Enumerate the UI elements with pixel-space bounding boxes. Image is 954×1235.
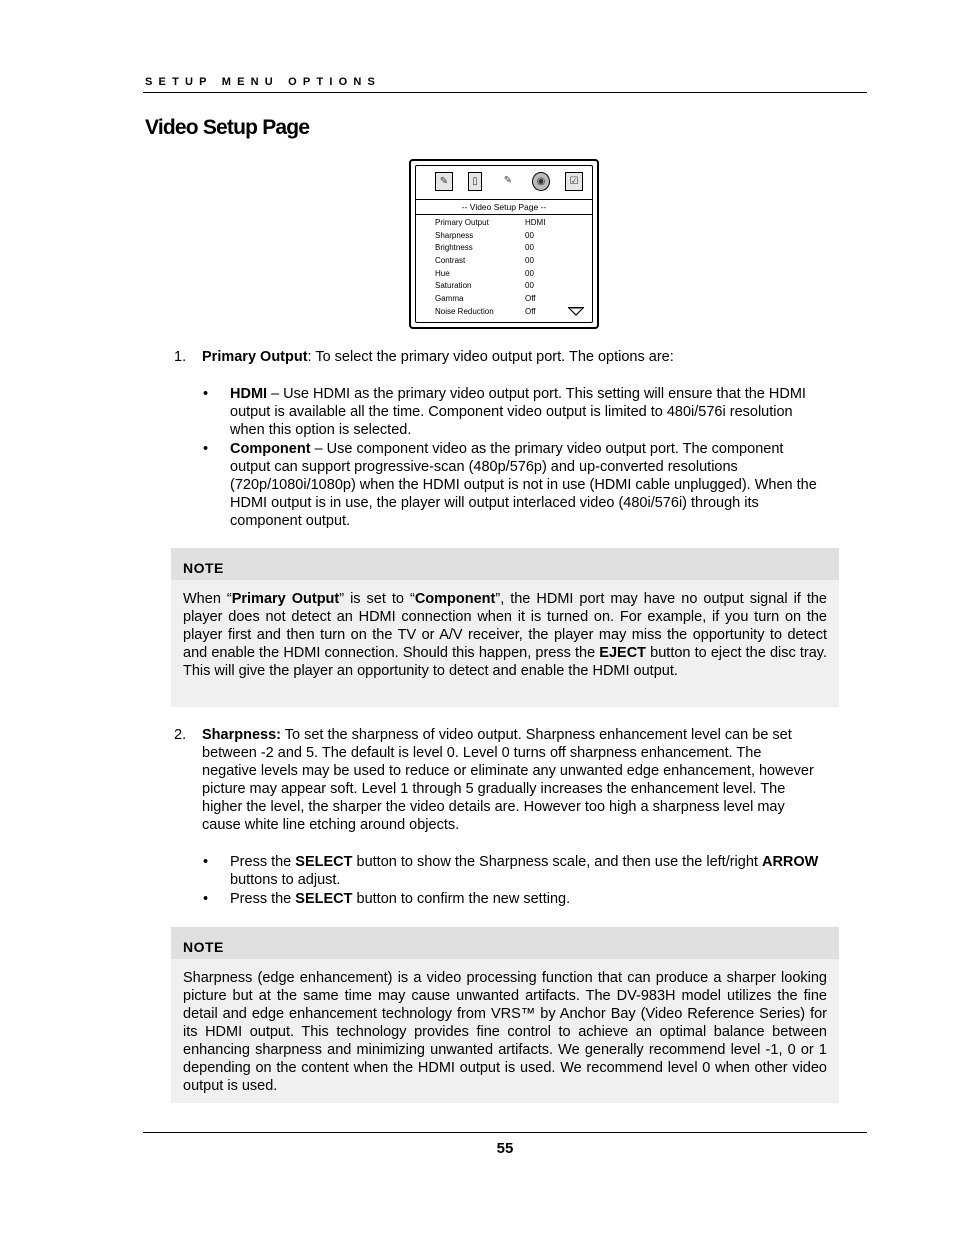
osd-row [435, 306, 575, 319]
bullet-line: when this option is selected. [230, 422, 412, 438]
osd-icon-bar [416, 166, 592, 194]
paragraph-line [202, 726, 872, 744]
disc-icon: ◉ [532, 172, 550, 191]
osd-row-value: 00 [525, 256, 534, 266]
osd-row [435, 293, 575, 306]
page-number: 55 [496, 1140, 514, 1157]
osd-row-value: HDMI [525, 218, 546, 227]
bullet-bold: SELECT [295, 891, 353, 907]
footer-rule [143, 1132, 867, 1133]
osd-row [435, 255, 575, 268]
osd-row-value: Off [525, 306, 536, 316]
osd-row-label: Brightness [435, 243, 473, 253]
list-number: 2. [174, 727, 187, 743]
bullet-line: HDMI output is in use, the player will output interlaced video (480i/576i) through its [230, 495, 759, 511]
note-text: button to eject the disc tray. This will give the player an opportunity to detect and enable the HDMI output. [183, 645, 827, 679]
palette-icon: ✎ [503, 175, 513, 186]
osd-row-value: Off [525, 294, 536, 304]
paragraph-line: higher the level, the sharper the video details are. However too high a sharpness level may [202, 799, 785, 815]
note-body: Sharpness (edge enhancement) is a video processing function that can produce a sharper looking picture but at the same time may cause unwanted artifacts. The DV-983H model utilizes the fine detail and edge enhancement technology from VRS™ by Anchor Bay (Video Reference Series) for its HDMI output. This technology provides fine control to achieve an optimal balance between enhancing sharpness and minimizing unwanted artifacts. We generally recommend level -1, 0 or 1 depending on the content when the HDMI output is used. We recommend level 0 when other video output is used. [183, 970, 827, 1094]
osd-row-value: 00 [525, 268, 534, 278]
osd-row-value: 00 [525, 281, 534, 291]
section-header: SETUP MENU OPTIONS [145, 76, 382, 88]
bullet-line [230, 440, 870, 458]
osd-row-label: Gamma [435, 294, 464, 304]
bullet-text: – Use HDMI as the primary video output port. This setting will ensure that the HDMI [267, 386, 806, 402]
bullet-dot: • [203, 891, 209, 907]
scroll-down-arrow-icon [568, 307, 584, 316]
osd-screenshot [409, 159, 599, 329]
osd-row [435, 230, 575, 243]
note-box [171, 927, 839, 1103]
note-heading: NOTE [183, 560, 224, 576]
bullet-select-confirm [230, 890, 870, 908]
note-text: ” is set to “ [339, 591, 415, 607]
bullet-dot: • [203, 854, 209, 870]
bullet-text: button to show the Sharpness scale, and then use the left/right [352, 854, 762, 870]
note-header [171, 927, 839, 959]
description: : To select the primary video output port. The options are: [307, 349, 674, 365]
bullet-line: output is available all the time. Component video output is limited to 480i/576i resolution [230, 404, 793, 420]
term: Sharpness: [202, 727, 281, 743]
osd-row [435, 242, 575, 255]
term: Primary Output [202, 349, 308, 365]
bullet-line: component output. [230, 513, 351, 529]
bullet-bold: SELECT [295, 854, 353, 870]
note-text: ”, the HDMI port may have no output signal if the player does not detect an HDMI connection when it is turned on. For example, if you turn on the player first and then turn on the TV or A/V receiver, the player may miss the opportunity to detect and enable the HDMI connection. Should this happen, press the [183, 591, 827, 661]
bullet-hdmi [230, 385, 870, 439]
osd-row-label: Saturation [435, 281, 472, 291]
osd-row [435, 280, 575, 293]
osd-panel [415, 165, 593, 323]
osd-row-label: Hue [435, 268, 450, 278]
osd-row-value: 00 [525, 230, 534, 240]
paragraph-line: negative levels may be used to reduce or eliminate any unwanted edge enhancement, however [202, 763, 814, 779]
header-rule [143, 92, 867, 93]
bullet-component [230, 440, 870, 530]
bullet-dot: • [203, 386, 209, 402]
paragraph-line: picture may appear soft. Level 1 through 5 gradually increases the enhancement level. The [202, 781, 786, 797]
osd-row [435, 217, 575, 230]
wrench-icon: ✎ [435, 172, 453, 191]
note-header [171, 548, 839, 580]
primary-output-intro [202, 348, 862, 366]
bullet-line: buttons to adjust. [230, 872, 341, 888]
bullet-dot: • [203, 441, 209, 457]
bullet-line [230, 385, 870, 403]
osd-row-label: Noise Reduction [435, 306, 494, 316]
bullet-select-adjust [230, 853, 870, 889]
note-bold: Component [414, 591, 496, 607]
bullet-bold: ARROW [761, 854, 819, 870]
line-text: To set the sharpness of video output. Sharpness enhancement level can be set [280, 727, 792, 743]
note-box [171, 548, 839, 707]
osd-caption: -- Video Setup Page -- [416, 199, 592, 215]
osd-row-label: Sharpness [435, 230, 474, 240]
osd-row [435, 268, 575, 281]
bullet-text: button to confirm the new setting. [352, 891, 571, 907]
note-text: When “ [183, 591, 232, 607]
page-title: Video Setup Page [145, 116, 310, 139]
bullet-text: – Use component video as the primary video output port. The component [310, 441, 784, 457]
preferences-icon: ☑ [565, 172, 583, 191]
note-bold: EJECT [599, 645, 647, 661]
osd-row-value: 00 [525, 243, 534, 253]
osd-settings-list [435, 217, 575, 319]
paragraph-line: cause white line etching around objects. [202, 817, 460, 833]
sharpness-description [202, 726, 872, 834]
term: Component [230, 441, 311, 457]
osd-row-label: Primary Output [435, 218, 489, 227]
term: HDMI [230, 386, 268, 402]
bullet-line: (720p/1080i/1080p) when the HDMI output is not in use (HDMI cable unplugged). When the [230, 477, 817, 493]
bullet-text: Press the [230, 854, 296, 870]
note-bold: Primary Output [231, 591, 340, 607]
note-body [183, 590, 827, 680]
speaker-icon: ▯ [468, 172, 482, 191]
bullet-line [230, 853, 870, 871]
osd-row-label: Contrast [435, 256, 466, 266]
paragraph-line: between -2 and 5. The default is level 0. Level 0 turns off sharpness enhancement. The [202, 745, 762, 761]
list-number: 1. [174, 349, 187, 365]
bullet-line: output can support progressive-scan (480p/576p) and up-converted resolutions [230, 459, 738, 475]
note-heading: NOTE [183, 939, 224, 955]
bullet-text: Press the [230, 891, 296, 907]
